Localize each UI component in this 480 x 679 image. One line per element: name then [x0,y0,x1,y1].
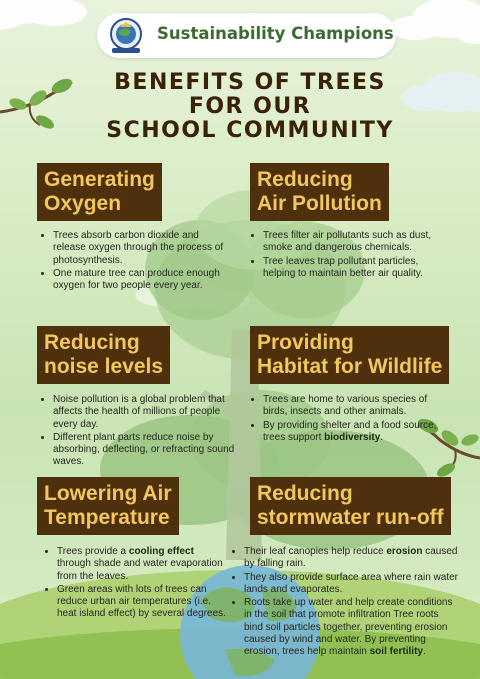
bullet-text: By providing shelter and a food source, trees support [263,419,437,443]
cloud-top-right [389,0,480,44]
school-logo-globe-icon [106,17,146,55]
bullet-text: through shade and water evaporation from the leaves. [57,558,223,582]
list-item [263,419,453,445]
bullet-text: Trees provide a [57,546,129,557]
list-item: • Trees absorb carbon dioxide and release oxygen through the process of photosynthesis. [53,229,229,267]
heading-line: Reducing [257,482,353,505]
bullet-list-air-pollution [251,229,453,280]
section-heading-temperature [37,477,179,535]
section-heading-air-pollution [250,163,389,221]
section-heading-habitat [250,326,449,384]
bullet-text: Roots take up water and help create conditions in the soil that promote infiltration Tree roots bind soil particles together, preventing erosion caused by wind and water. By preventing erosion, trees help maintain [244,597,453,658]
heading-line: Lowering Air [44,482,172,505]
bold-term-erosion: erosion [386,546,423,557]
bullet-list-temperature [45,545,229,621]
bold-term-biodiversity: biodiversity [324,431,381,443]
bullet-list-oxygen [41,229,229,292]
bold-term-soil-fertility: soil fertility [369,646,423,658]
list-item: • They also provide surface area where rain water lands and evaporates. [244,571,458,597]
list-item: • Trees filter air pollutants such as dust, smoke and dangerous chemicals. [263,229,453,255]
list-item: • Green areas with lots of trees can reduce urban air temperatures (i.e. heat island effect) by several degrees. [57,583,229,621]
bullet-text: . [422,646,426,658]
bullet-list-noise [41,393,243,469]
list-item: • Noise pollution is a global problem that affects the health of millions of people every day. [53,393,243,431]
bullet-list-habitat [251,393,453,444]
bullet-text: caused by falling rain. [244,546,458,570]
heading-line: Reducing [44,331,140,354]
list-item [57,545,229,583]
bullet-text: Their leaf canopies help reduce [244,546,387,557]
heading-line: Generating [44,168,155,191]
poster-title-line-3: SCHOOL COMMUNITY [106,118,394,143]
list-item: • Tree leaves trap pollutant particles, helping to maintain better air quality. [263,255,453,281]
heading-line: stormwater run-off [257,506,444,529]
list-item: • Trees are home to various species of birds, insects and other animals. [263,393,453,419]
cloud-top-left [0,0,87,30]
bullet-text: . [380,431,384,443]
heading-line: Habitat for Wildlife [257,355,443,378]
bullet-list-stormwater [232,545,458,659]
section-heading-stormwater [250,477,451,535]
heading-line: Air Pollution [257,192,382,215]
heading-line: Temperature [44,506,170,529]
heading-line: Oxygen [44,192,122,215]
section-heading-noise [37,326,170,384]
poster-title-line-1: BENEFITS OF TREES [114,70,386,95]
heading-line: Reducing [257,168,353,191]
bold-term-cooling-effect: cooling effect [128,546,194,557]
list-item [244,596,458,658]
heading-line: noise levels [44,355,164,378]
list-item: • One mature tree can produce enough oxygen for two people every year. [53,267,229,293]
poster-title-line-2: FOR OUR [188,94,312,119]
section-heading-oxygen [37,163,162,221]
heading-line: Providing [257,331,354,354]
list-item: • Different plant parts reduce noise by absorbing, deflecting, or refracting sound waves. [53,431,243,469]
list-item [244,545,458,571]
header-title: Sustainability Champions [157,24,394,43]
